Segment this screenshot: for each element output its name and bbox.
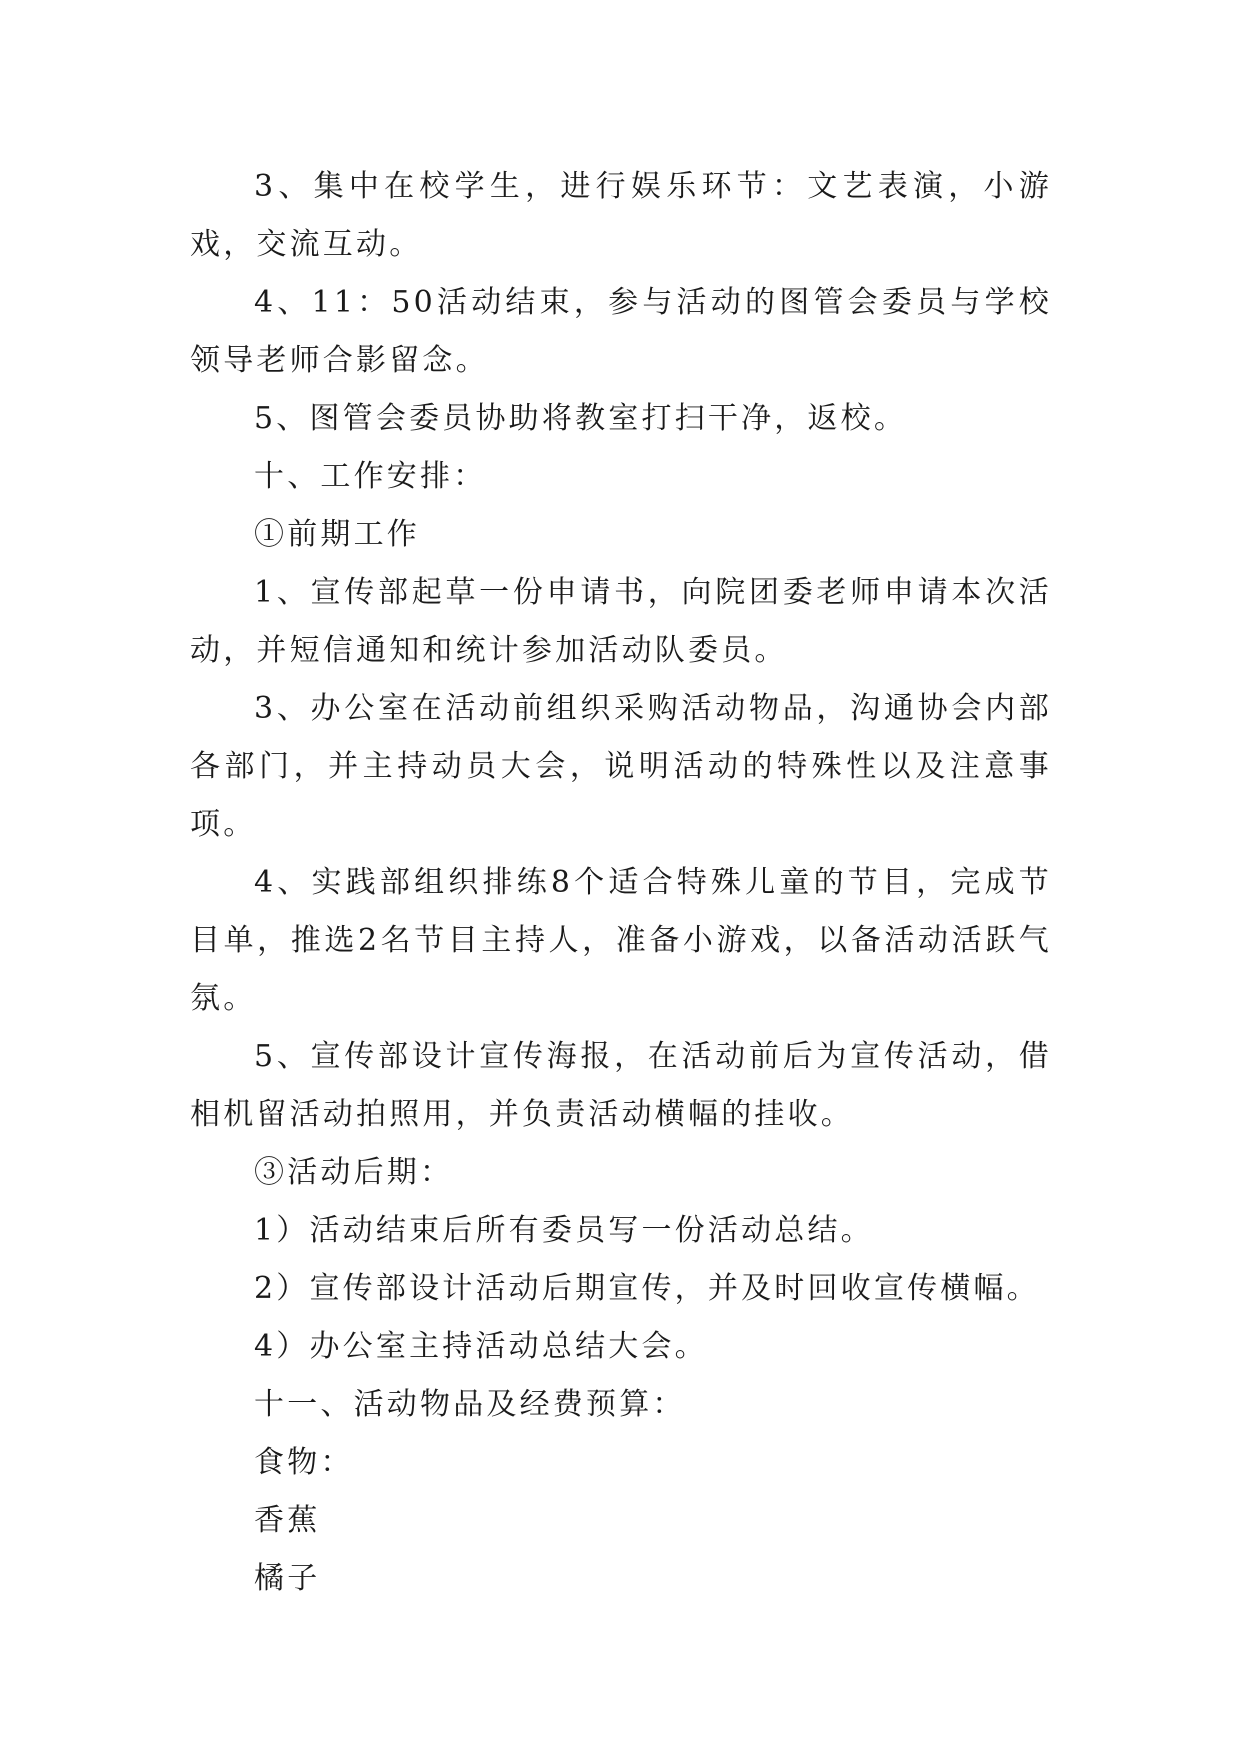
paragraph-application: 1、宣传部起草一份申请书，向院团委老师申请本次活动，并短信通知和统计参加活动队委员。 [190, 575, 1052, 668]
paragraph-publicity: 5、宣传部设计宣传海报，在活动前后为宣传活动，借相机留活动拍照用，并负责活动横幅的挂收。 [190, 1039, 1052, 1132]
list-item-summary-meeting: 4）办公室主持活动总结大会。 [254, 1329, 708, 1364]
item-banana: 香蕉 [254, 1503, 321, 1538]
paragraph-cleanup: 5、图管会委员协助将教室打扫干净，返校。 [254, 401, 908, 436]
list-item-summary: 1）活动结束后所有委员写一份活动总结。 [254, 1213, 874, 1248]
item-orange: 橘子 [254, 1561, 321, 1596]
section-heading-work-arrangement: 十、工作安排： [254, 459, 487, 494]
section-heading-budget: 十一、活动物品及经费预算： [254, 1387, 686, 1422]
document-body [190, 158, 1052, 1608]
subheading-late-stage: ③活动后期： [254, 1155, 454, 1190]
list-item-post-publicity: 2）宣传部设计活动后期宣传，并及时回收宣传横幅。 [254, 1271, 1040, 1306]
subheading-early-work: ①前期工作 [254, 517, 420, 552]
paragraph-entertainment: 3、集中在校学生，进行娱乐环节：文艺表演，小游戏，交流互动。 [190, 169, 1052, 262]
paragraph-activity-end: 4、11：50活动结束，参与活动的图管会委员与学校领导老师合影留念。 [190, 285, 1052, 378]
paragraph-rehearsal: 4、实践部组织排练8个适合特殊儿童的节目，完成节目单，推选2名节目主持人，准备小游戏，以备活动活跃气氛。 [190, 865, 1052, 1016]
label-food: 食物： [254, 1445, 354, 1480]
paragraph-office-purchase: 3、办公室在活动前组织采购活动物品，沟通协会内部各部门，并主持动员大会，说明活动的特殊性以及注意事项。 [190, 691, 1052, 842]
